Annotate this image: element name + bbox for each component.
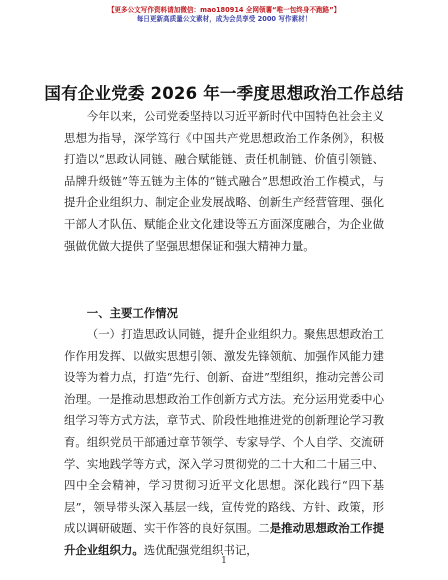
body-paragraph <box>64 324 384 562</box>
promo-banner <box>0 6 448 24</box>
promo-banner-line1: 【更多公文写作资料请加微信：mao180914 全网领薯“唯一包终身不跑路”】 <box>107 6 341 14</box>
body-paragraph-tail: 选优配强党组织书记， <box>143 542 258 557</box>
promo-banner-line2: 每日更新高质量公文素材，成为会员享受 2000 写作素材！ <box>136 15 312 23</box>
body-paragraph-emphasis: 是推动思想政治工作提升企业组织力。 <box>64 521 384 557</box>
intro-paragraph: 今年以来，公司党委坚持以习近平新时代中国特色社会主义思想为指导，深学笃行《中国共产党思想政治工作条例》，积极打造以“思政认同链、融合赋能链、责任机制链、价值引领链、品牌升级链”等五链为主体的“链式融合”思想政治工作模式，与提升企业组织力、制定企业发展战略、创新生产经营管理、强化干部人才队伍、赋能企业文化建设等五方面深度融合，为企业做强做优做大提供了坚强思想保证和强大精神力量。 <box>64 109 384 253</box>
body-paragraph-text: （一）打造思政认同链，提升企业组织力。聚焦思想政治工作作用发挥、以做实思想引领、激发先锋领航、加强作风能力建设等为着力点，打造“先行、创新、奋进”型组织，推动完善公司治理。一是推动思想政治工作创新方式方法。充分运用党委中心组学习等方式方法，章节式、阶段性地推进党的创新理论学习教育。组织党员干部通过章节领学、专家导学、个人自学、交流研学、实地践学等方式，深入学习贯彻党的二十大和二十届三中、四中全会精神，学习贯彻习近平文化思想。深化践行“四下基层”，领导带头深入基层一线，宣传党的路线、方针、政策，形成以调研破题、实干作答的良好氛围。二 <box>64 327 384 536</box>
section-heading: 一、主要工作情况 <box>86 306 178 320</box>
page-number: 1 <box>221 556 227 566</box>
document-title: 国有企业党委 2026 年一季度思想政治工作总结 <box>44 84 404 103</box>
